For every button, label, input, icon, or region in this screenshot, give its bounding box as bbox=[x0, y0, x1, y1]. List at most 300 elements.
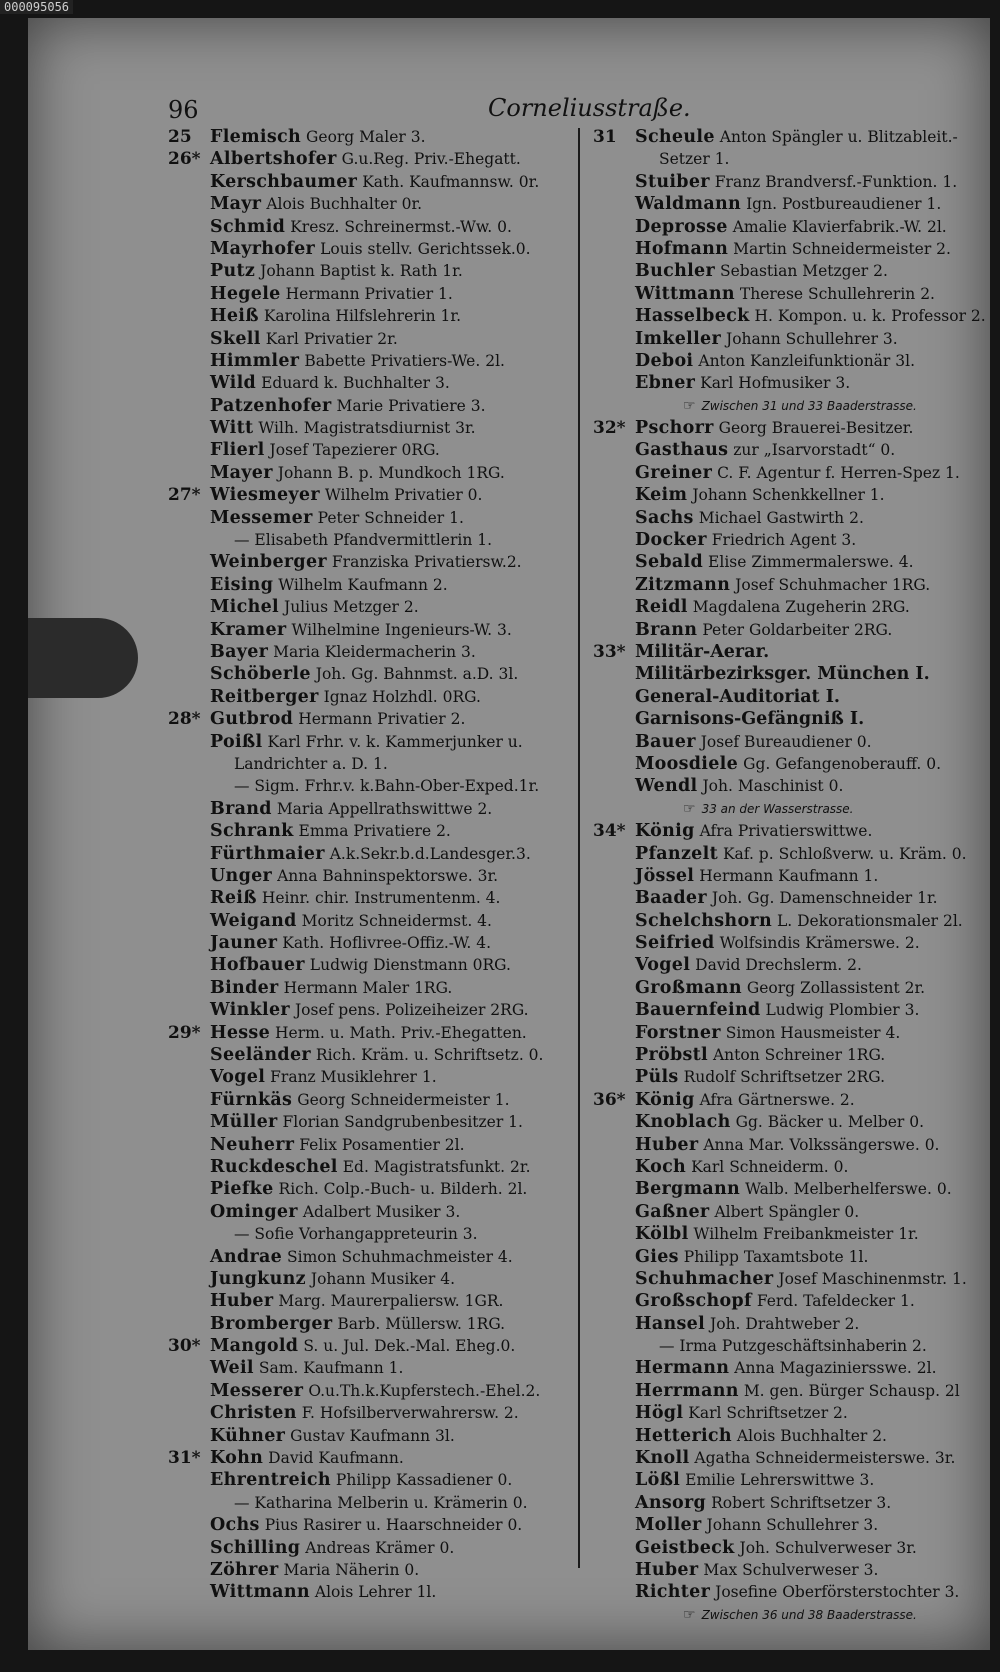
resident-detail: Hermann Maler 1RG. bbox=[283, 978, 453, 997]
resident-detail: Kath. Kaufmannsw. 0r. bbox=[362, 172, 540, 191]
resident-detail: Anton Kanzleifunktionär 3l. bbox=[698, 351, 915, 370]
resident-detail: Adalbert Musiker 3. bbox=[302, 1202, 461, 1221]
directory-entry bbox=[168, 1089, 588, 1111]
resident-detail: Anton Schreiner 1RG. bbox=[712, 1046, 886, 1065]
resident-detail: Anna Bahninspektorswe. 3r. bbox=[277, 866, 499, 885]
directory-entry bbox=[168, 1022, 588, 1044]
resident-surname: Bauer bbox=[635, 731, 696, 752]
resident-surname: Kohn bbox=[210, 1448, 264, 1469]
directory-entry bbox=[593, 932, 998, 954]
directory-entry bbox=[593, 1201, 998, 1223]
resident-surname: Mayrhofer bbox=[210, 238, 316, 259]
resident-detail: Ign. Postbureaudiener 1. bbox=[746, 195, 942, 214]
directory-entry bbox=[593, 843, 998, 865]
resident-surname: Knoll bbox=[635, 1448, 690, 1469]
resident-detail: Peter Schneider 1. bbox=[317, 508, 464, 527]
resident-surname: Deprosse bbox=[635, 216, 728, 237]
resident-surname: Binder bbox=[210, 977, 279, 998]
resident-detail: Ferd. Tafeldecker 1. bbox=[756, 1292, 915, 1311]
directory-entry bbox=[593, 372, 998, 394]
street-title: Corneliusstraße. bbox=[488, 94, 691, 122]
directory-entry bbox=[593, 1357, 998, 1379]
directory-entry bbox=[168, 910, 588, 932]
directory-entry bbox=[168, 193, 588, 215]
directory-entry bbox=[593, 708, 998, 730]
institution-name: General-Auditoriat I. bbox=[635, 686, 841, 707]
resident-surname: Hasselbeck bbox=[635, 306, 750, 327]
resident-detail: C. F. Agentur f. Herren-Spez 1. bbox=[717, 463, 960, 482]
house-number: 28* bbox=[168, 709, 201, 730]
resident-detail: Walb. Melberhelferswe. 0. bbox=[745, 1180, 952, 1199]
directory-entry bbox=[168, 1537, 588, 1559]
resident-detail: H. Kompon. u. k. Professor 2. bbox=[754, 307, 986, 326]
resident-detail: Wilhelmine Ingenieurs-W. 3. bbox=[291, 620, 512, 639]
directory-entry bbox=[593, 328, 998, 350]
resident-detail: Afra Gärtnerswe. 2. bbox=[699, 1090, 855, 1109]
resident-detail: Anna Magaziniersswe. 2l. bbox=[734, 1359, 937, 1378]
house-number: 30* bbox=[168, 1336, 201, 1357]
directory-entry bbox=[593, 1089, 998, 1111]
directory-entry bbox=[593, 238, 998, 260]
resident-surname: Schilling bbox=[210, 1537, 301, 1558]
resident-surname: Flemisch bbox=[210, 127, 302, 147]
left-column bbox=[168, 126, 588, 1604]
resident-surname: Witt bbox=[210, 418, 254, 439]
directory-entry bbox=[593, 1156, 998, 1178]
resident-surname: Mayr bbox=[210, 194, 262, 215]
directory-entry bbox=[168, 171, 588, 193]
continuation-text: Setzer 1. bbox=[659, 150, 730, 169]
directory-entry bbox=[593, 462, 998, 484]
resident-detail: David Kaufmann. bbox=[268, 1449, 404, 1468]
directory-entry bbox=[168, 1066, 588, 1088]
directory-entry bbox=[168, 1514, 588, 1536]
resident-detail: Joh. Drahtweber 2. bbox=[710, 1314, 860, 1333]
resident-detail: Alois Buchhalter 0r. bbox=[266, 195, 423, 214]
house-number: 31 bbox=[593, 127, 617, 147]
directory-entry bbox=[593, 1402, 998, 1424]
resident-surname: Reidl bbox=[635, 597, 688, 618]
resident-detail: Kaf. p. Schloßverw. u. Kräm. 0. bbox=[722, 844, 967, 863]
continuation-text: — Katharina Melberin u. Krämerin 0. bbox=[234, 1493, 528, 1512]
resident-surname: Brand bbox=[210, 798, 272, 819]
directory-entry bbox=[593, 193, 998, 215]
directory-entry bbox=[168, 820, 588, 842]
resident-surname: Poißl bbox=[210, 731, 263, 752]
resident-surname: Jungkunz bbox=[210, 1268, 306, 1289]
resident-detail: Joh. Schulverweser 3r. bbox=[739, 1538, 917, 1557]
resident-detail: Afra Privatierswittwe. bbox=[699, 822, 873, 841]
resident-detail: Alois Lehrer 1l. bbox=[314, 1583, 437, 1602]
resident-surname: Skell bbox=[210, 328, 261, 349]
resident-detail: Josef Schuhmacher 1RG. bbox=[735, 575, 931, 594]
resident-surname: Schmid bbox=[210, 216, 286, 237]
resident-detail: Johann Baptist k. Rath 1r. bbox=[260, 262, 463, 281]
resident-surname: Ominger bbox=[210, 1201, 298, 1222]
resident-surname: Bayer bbox=[210, 641, 269, 662]
note-text: Zwischen 31 und 33 Baaderstrasse. bbox=[701, 398, 917, 413]
continuation-line bbox=[168, 1492, 588, 1514]
directory-entry bbox=[168, 1290, 588, 1312]
resident-surname: Patzenhofer bbox=[210, 395, 332, 416]
resident-detail: Josef Bureaudiener 0. bbox=[700, 732, 872, 751]
directory-entry bbox=[593, 1581, 998, 1603]
directory-entry bbox=[168, 1335, 588, 1357]
resident-detail: Karl Privatier 2r. bbox=[265, 329, 398, 348]
continuation-text: — Elisabeth Pfandvermittlerin 1. bbox=[234, 531, 493, 550]
resident-detail: Marg. Maurerpaliersw. 1GR. bbox=[278, 1292, 504, 1311]
resident-surname: Kerschbaumer bbox=[210, 171, 358, 192]
directory-entry bbox=[593, 574, 998, 596]
directory-entry bbox=[168, 507, 588, 529]
resident-detail: Wilhelm Freibankmeister 1r. bbox=[693, 1225, 919, 1244]
continuation-text: — Sofie Vorhangappreteurin 3. bbox=[234, 1225, 478, 1244]
directory-entry bbox=[593, 1134, 998, 1156]
resident-surname: Weinberger bbox=[210, 552, 327, 573]
resident-surname: Waldmann bbox=[635, 194, 742, 215]
directory-entry bbox=[593, 126, 998, 148]
directory-entry bbox=[168, 1111, 588, 1133]
house-number: 36* bbox=[593, 1089, 626, 1110]
directory-entry bbox=[168, 1425, 588, 1447]
directory-entry bbox=[593, 1469, 998, 1491]
section-note bbox=[593, 1604, 998, 1626]
note-text: 33 an der Wasserstrasse. bbox=[701, 801, 854, 816]
house-number: 32* bbox=[593, 418, 626, 439]
resident-surname: Gutbrod bbox=[210, 709, 294, 730]
directory-entry bbox=[168, 887, 588, 909]
directory-entry bbox=[593, 216, 998, 238]
directory-entry bbox=[593, 439, 998, 461]
directory-entry bbox=[593, 1290, 998, 1312]
resident-detail: Gustav Kaufmann 3l. bbox=[290, 1426, 455, 1445]
resident-surname: Buchler bbox=[635, 261, 715, 282]
resident-surname: Weigand bbox=[210, 910, 297, 931]
resident-detail: Michael Gastwirth 2. bbox=[698, 508, 864, 527]
continuation-line bbox=[593, 148, 998, 170]
resident-detail: Babette Privatiers-We. 2l. bbox=[304, 351, 505, 370]
directory-entry bbox=[168, 238, 588, 260]
resident-surname: Deboi bbox=[635, 350, 694, 371]
resident-detail: Gg. Gefangenoberauff. 0. bbox=[743, 754, 941, 773]
page-header bbox=[148, 90, 968, 126]
resident-detail: Karolina Hilfslehrerin 1r. bbox=[263, 307, 462, 326]
resident-detail: Kath. Hoflivree-Offiz.-W. 4. bbox=[282, 934, 492, 953]
resident-detail: Elise Zimmermalerswe. 4. bbox=[708, 553, 914, 572]
resident-detail: Johann B. p. Mundkoch 1RG. bbox=[277, 463, 505, 482]
resident-detail: Louis stellv. Gerichtssek.0. bbox=[320, 239, 531, 258]
directory-entry bbox=[168, 1447, 588, 1469]
resident-detail: Karl Schriftsetzer 2. bbox=[688, 1404, 848, 1423]
resident-surname: Reiß bbox=[210, 888, 257, 909]
directory-entry bbox=[168, 126, 588, 148]
directory-entry bbox=[593, 753, 998, 775]
resident-surname: Schrank bbox=[210, 821, 294, 842]
directory-entry bbox=[593, 1044, 998, 1066]
resident-detail: Rudolf Schriftsetzer 2RG. bbox=[683, 1068, 886, 1087]
resident-detail: Max Schulverweser 3. bbox=[703, 1561, 879, 1579]
resident-surname: Brann bbox=[635, 619, 698, 640]
resident-detail: Philipp Kassadiener 0. bbox=[335, 1471, 513, 1490]
resident-detail: Herm. u. Math. Priv.-Ehegatten. bbox=[275, 1023, 527, 1042]
resident-detail: Karl Hofmusiker 3. bbox=[700, 374, 851, 393]
directory-entry bbox=[168, 686, 588, 708]
directory-entry bbox=[168, 328, 588, 350]
directory-entry bbox=[168, 1201, 588, 1223]
resident-detail: O.u.Th.k.Kupferstech.-Ehel.2. bbox=[308, 1381, 541, 1400]
institution-name: Militärbezirksger. München I. bbox=[635, 664, 930, 685]
directory-entry bbox=[593, 1537, 998, 1559]
resident-detail: Josefine Oberförsterstochter 3. bbox=[715, 1583, 960, 1602]
resident-surname: Fürthmaier bbox=[210, 843, 325, 864]
resident-surname: Geistbeck bbox=[635, 1537, 735, 1558]
house-number: 33* bbox=[593, 641, 626, 662]
directory-entry bbox=[593, 820, 998, 842]
resident-detail: Ludwig Dienstmann 0RG. bbox=[309, 956, 511, 975]
directory-entry bbox=[168, 954, 588, 976]
resident-detail: Emilie Lehrerswittwe 3. bbox=[685, 1471, 875, 1490]
resident-surname: Kramer bbox=[210, 619, 287, 640]
resident-surname: Schelchshorn bbox=[635, 910, 772, 931]
resident-surname: Piefke bbox=[210, 1179, 274, 1200]
directory-entry bbox=[168, 283, 588, 305]
resident-surname: Greiner bbox=[635, 462, 713, 483]
resident-detail: Maria Näherin 0. bbox=[283, 1561, 420, 1579]
directory-entry bbox=[593, 1559, 998, 1581]
directory-entry bbox=[593, 171, 998, 193]
directory-entry bbox=[593, 731, 998, 753]
resident-detail: Florian Sandgrubenbesitzer 1. bbox=[282, 1113, 523, 1132]
directory-entry bbox=[168, 574, 588, 596]
directory-entry bbox=[168, 1357, 588, 1379]
directory-entry bbox=[168, 619, 588, 641]
resident-detail: Friedrich Agent 3. bbox=[711, 531, 857, 550]
house-number: 25 bbox=[168, 127, 192, 147]
resident-surname: Ansorg bbox=[635, 1492, 707, 1513]
directory-entry bbox=[593, 663, 998, 685]
resident-surname: Seeländer bbox=[210, 1045, 311, 1066]
resident-surname: Zitzmann bbox=[635, 574, 731, 595]
resident-detail: Robert Schriftsetzer 3. bbox=[711, 1493, 892, 1512]
resident-surname: Unger bbox=[210, 865, 273, 886]
right-column bbox=[593, 126, 998, 1626]
resident-detail: Ludwig Plombier 3. bbox=[765, 1001, 920, 1020]
resident-surname: Keim bbox=[635, 485, 688, 506]
resident-detail: Georg Schneidermeister 1. bbox=[297, 1090, 510, 1109]
resident-surname: Baader bbox=[635, 888, 707, 909]
resident-detail: Wilhelm Privatier 0. bbox=[324, 486, 483, 505]
resident-detail: Felix Posamentier 2l. bbox=[299, 1135, 465, 1154]
house-number: 26* bbox=[168, 149, 201, 170]
directory-entry bbox=[168, 708, 588, 730]
resident-surname: Koch bbox=[635, 1156, 687, 1177]
resident-surname: Mayer bbox=[210, 462, 273, 483]
page-tab-shadow bbox=[28, 618, 138, 698]
resident-detail: Wilh. Magistratsdiurnist 3r. bbox=[258, 419, 476, 438]
resident-surname: Ehrentreich bbox=[210, 1470, 331, 1491]
resident-surname: Wittmann bbox=[635, 283, 735, 304]
directory-entry bbox=[593, 507, 998, 529]
resident-surname: Himmler bbox=[210, 350, 300, 371]
resident-surname: Huber bbox=[635, 1560, 699, 1580]
resident-surname: Pschorr bbox=[635, 418, 714, 439]
resident-surname: Müller bbox=[210, 1112, 278, 1133]
resident-detail: Johann Schenkkellner 1. bbox=[692, 486, 885, 505]
directory-entry bbox=[593, 1022, 998, 1044]
resident-detail: Franz Brandversf.-Funktion. 1. bbox=[714, 172, 958, 191]
resident-surname: Högl bbox=[635, 1403, 684, 1424]
resident-detail: Franz Musiklehrer 1. bbox=[270, 1068, 437, 1087]
resident-detail: Joh. Gg. Bahnmst. a.D. 3l. bbox=[315, 665, 519, 684]
directory-entry bbox=[593, 1246, 998, 1268]
continuation-line bbox=[168, 775, 588, 797]
resident-detail: Josef Maschinenmstr. 1. bbox=[778, 1269, 967, 1288]
resident-detail: Josef Tapezierer 0RG. bbox=[269, 441, 440, 460]
resident-surname: Ochs bbox=[210, 1515, 260, 1536]
resident-detail: S. u. Jul. Dek.-Mal. Eheg.0. bbox=[303, 1337, 516, 1356]
resident-surname: Flierl bbox=[210, 440, 265, 461]
directory-entry bbox=[168, 439, 588, 461]
directory-entry bbox=[593, 529, 998, 551]
resident-surname: Hegele bbox=[210, 283, 281, 304]
resident-surname: Scheule bbox=[635, 127, 715, 147]
resident-surname: Huber bbox=[210, 1291, 274, 1312]
resident-detail: Hermann Privatier 1. bbox=[285, 284, 453, 303]
directory-entry bbox=[168, 977, 588, 999]
resident-detail: Joh. Gg. Damenschneider 1r. bbox=[711, 889, 938, 908]
resident-surname: Bromberger bbox=[210, 1313, 333, 1334]
resident-detail: Barb. Müllersw. 1RG. bbox=[337, 1314, 506, 1333]
resident-surname: Stuiber bbox=[635, 171, 710, 192]
resident-surname: Andrae bbox=[210, 1246, 283, 1267]
resident-surname: Hesse bbox=[210, 1022, 271, 1043]
directory-entry bbox=[168, 1156, 588, 1178]
resident-detail: Alois Buchhalter 2. bbox=[736, 1426, 887, 1445]
directory-entry bbox=[168, 305, 588, 327]
directory-entry bbox=[168, 372, 588, 394]
resident-surname: Kölbl bbox=[635, 1224, 689, 1245]
resident-detail: A.k.Sekr.b.d.Landesger.3. bbox=[329, 844, 531, 863]
resident-surname: Mangold bbox=[210, 1336, 299, 1357]
resident-detail: Andreas Krämer 0. bbox=[305, 1538, 455, 1557]
resident-surname: Moosdiele bbox=[635, 753, 739, 774]
continuation-line bbox=[168, 1223, 588, 1245]
directory-entry bbox=[168, 148, 588, 170]
house-number: 29* bbox=[168, 1022, 201, 1043]
resident-surname: Knoblach bbox=[635, 1112, 731, 1133]
continuation-line bbox=[168, 753, 588, 775]
directory-entry bbox=[168, 1134, 588, 1156]
institution-name: Militär-Aerar. bbox=[635, 641, 770, 662]
resident-surname: Eising bbox=[210, 574, 274, 595]
resident-detail: Georg Zollassistent 2r. bbox=[746, 978, 926, 997]
resident-surname: Pröbstl bbox=[635, 1045, 708, 1066]
resident-detail: Simon Schuhmachmeister 4. bbox=[287, 1247, 513, 1266]
resident-surname: Schöberle bbox=[210, 664, 311, 685]
resident-surname: Herrmann bbox=[635, 1380, 739, 1401]
directory-entry bbox=[593, 910, 998, 932]
resident-surname: Weil bbox=[210, 1358, 254, 1379]
directory-entry bbox=[593, 1223, 998, 1245]
directory-entry bbox=[168, 1559, 588, 1581]
directory-entry bbox=[168, 932, 588, 954]
resident-detail: Anton Spängler u. Blitzableit.- bbox=[719, 128, 958, 146]
directory-entry bbox=[168, 1380, 588, 1402]
resident-detail: F. Hofsilberverwahrersw. 2. bbox=[301, 1404, 519, 1423]
resident-detail: Rich. Kräm. u. Schriftsetz. 0. bbox=[315, 1046, 544, 1065]
directory-entry bbox=[168, 1313, 588, 1335]
resident-detail: M. gen. Bürger Schausp. 2l bbox=[743, 1381, 960, 1400]
resident-surname: Hofbauer bbox=[210, 955, 305, 976]
resident-surname: Winkler bbox=[210, 1000, 290, 1021]
directory-entry bbox=[168, 1246, 588, 1268]
continuation-line bbox=[593, 1335, 998, 1357]
resident-detail: Hermann Kaufmann 1. bbox=[699, 866, 879, 885]
directory-page bbox=[28, 18, 990, 1650]
directory-entry bbox=[593, 999, 998, 1021]
resident-surname: Sebald bbox=[635, 552, 704, 573]
directory-entry bbox=[593, 305, 998, 327]
directory-entry bbox=[593, 1514, 998, 1536]
directory-entry bbox=[593, 641, 998, 663]
directory-entry bbox=[168, 663, 588, 685]
section-note bbox=[593, 395, 998, 417]
resident-detail: Maria Kleidermacherin 3. bbox=[273, 642, 476, 661]
resident-detail: Albert Spängler 0. bbox=[714, 1202, 860, 1221]
resident-surname: Messemer bbox=[210, 507, 313, 528]
resident-detail: Josef pens. Polizeiheizer 2RG. bbox=[294, 1001, 529, 1020]
directory-entry bbox=[168, 1581, 588, 1603]
resident-surname: Wendl bbox=[635, 776, 698, 797]
resident-surname: Jauner bbox=[210, 933, 278, 954]
directory-entry bbox=[168, 1268, 588, 1290]
resident-detail: Amalie Klavierfabrik.-W. 2l. bbox=[732, 217, 947, 236]
directory-entry bbox=[593, 260, 998, 282]
directory-entry bbox=[593, 1425, 998, 1447]
resident-surname: Gies bbox=[635, 1246, 679, 1267]
resident-surname: Reitberger bbox=[210, 686, 319, 707]
resident-surname: Docker bbox=[635, 530, 707, 551]
pointing-hand-icon: ☞ bbox=[683, 800, 696, 817]
directory-entry bbox=[168, 350, 588, 372]
directory-entry bbox=[168, 216, 588, 238]
house-number: 31* bbox=[168, 1448, 201, 1469]
resident-detail: David Drechslerm. 2. bbox=[695, 956, 862, 975]
resident-detail: Moritz Schneidermst. 4. bbox=[301, 911, 492, 930]
resident-surname: Hansel bbox=[635, 1313, 706, 1334]
resident-surname: Wittmann bbox=[210, 1582, 310, 1603]
continuation-text: — Sigm. Frhr.v. k.Bahn-Ober-Exped.1r. bbox=[234, 777, 540, 796]
resident-surname: Pfanzelt bbox=[635, 843, 718, 864]
resident-detail: Ignaz Holzhdl. 0RG. bbox=[323, 687, 481, 706]
resident-surname: Bauernfeind bbox=[635, 1000, 761, 1021]
resident-surname: Imkeller bbox=[635, 328, 722, 349]
section-note bbox=[593, 798, 998, 820]
continuation-text: — Irma Putzgeschäftsinhaberin 2. bbox=[659, 1337, 927, 1356]
directory-entry bbox=[168, 484, 588, 506]
resident-detail: Heinr. chir. Instrumentenm. 4. bbox=[261, 889, 501, 908]
resident-detail: Sam. Kaufmann 1. bbox=[258, 1359, 404, 1378]
directory-entry bbox=[593, 1492, 998, 1514]
resident-surname: Bergmann bbox=[635, 1179, 741, 1200]
directory-entry bbox=[168, 462, 588, 484]
resident-detail: Gg. Bäcker u. Melber 0. bbox=[735, 1113, 925, 1132]
resident-surname: Fürnkäs bbox=[210, 1089, 293, 1110]
resident-surname: König bbox=[635, 821, 695, 842]
directory-entry bbox=[593, 1313, 998, 1335]
resident-detail: Johann Schullehrer 3. bbox=[706, 1516, 879, 1535]
resident-detail: Ed. Magistratsfunkt. 2r. bbox=[342, 1157, 531, 1176]
